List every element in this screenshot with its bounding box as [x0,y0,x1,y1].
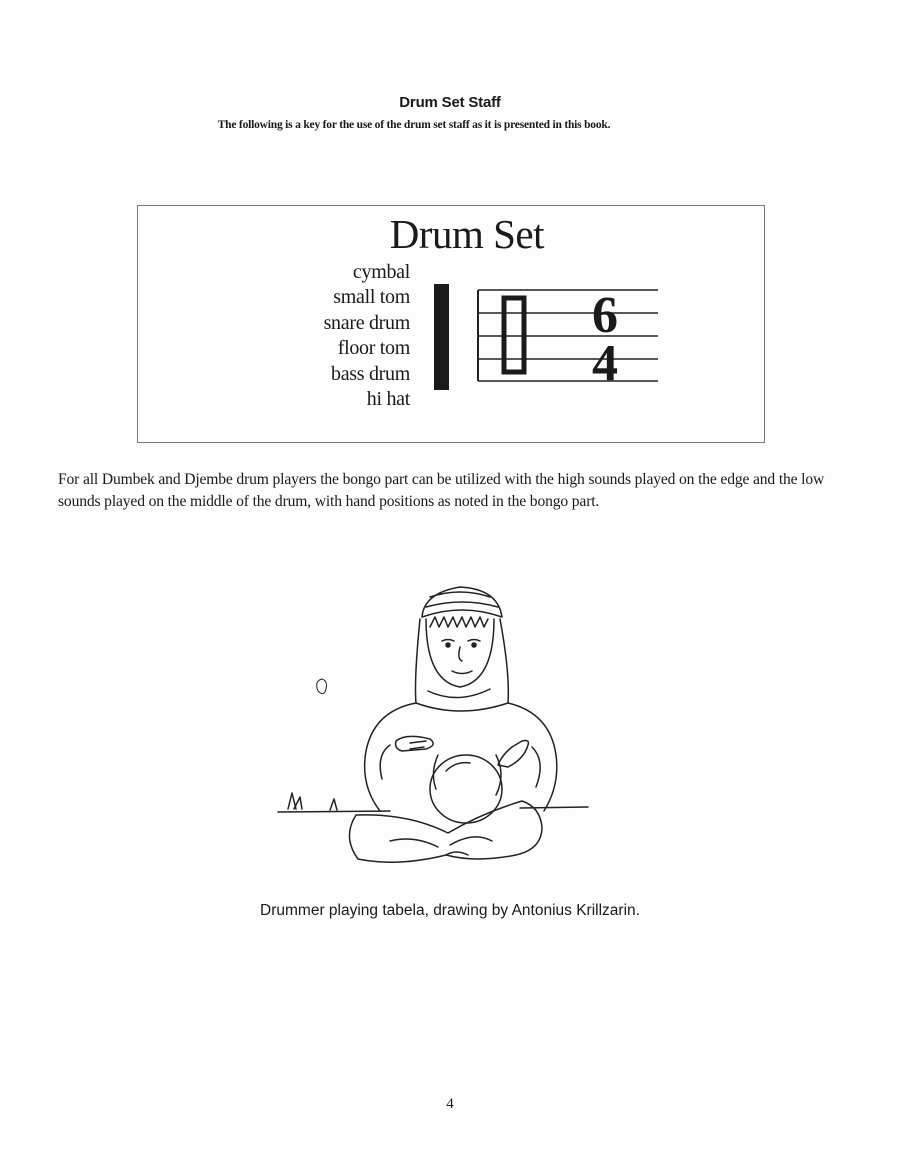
grass-tuft [330,799,337,810]
crossed-legs [349,801,542,862]
illustration-caption: Drummer playing tabela, drawing by Antonius Krillzarin. [260,902,640,919]
drum-staff [430,280,670,400]
drum-set-title: Drum Set [389,211,544,257]
time-signature-numerator: 6 [592,287,618,344]
staff-brace-bar [434,284,449,390]
instrument-label-cymbal: cymbal [352,261,410,283]
percussion-clef-icon [504,298,524,372]
instrument-label-floor-tom: floor tom [337,337,410,360]
ground-line [278,807,588,812]
section-heading: Drum Set Staff [399,94,501,111]
bongo-note-paragraph: For all Dumbek and Djembe drum players the bongo part can be utilized with the high sounds played on the edge and the low sounds played on the middle of the drum, with hand positions as noted in the bongo part. [58,471,825,510]
bush [317,679,327,694]
robe-body [365,703,557,811]
page-number: 4 [446,1096,454,1112]
instrument-label-snare-drum: snare drum [323,311,410,334]
face [426,619,494,687]
grass-tuft [288,793,302,809]
time-signature-denominator: 4 [592,335,618,392]
instrument-label-bass-drum: bass drum [331,362,410,385]
instrument-label-small-tom: small tom [333,286,410,309]
section-subheading: The following is a key for the use of the drum set staff as it is presented in this book. [217,119,611,131]
drummer-illustration [270,575,600,885]
tabela-drum [430,755,502,823]
instrument-list [324,260,410,412]
right-hand [498,741,528,768]
instrument-label-hi-hat: hi hat [366,388,410,411]
